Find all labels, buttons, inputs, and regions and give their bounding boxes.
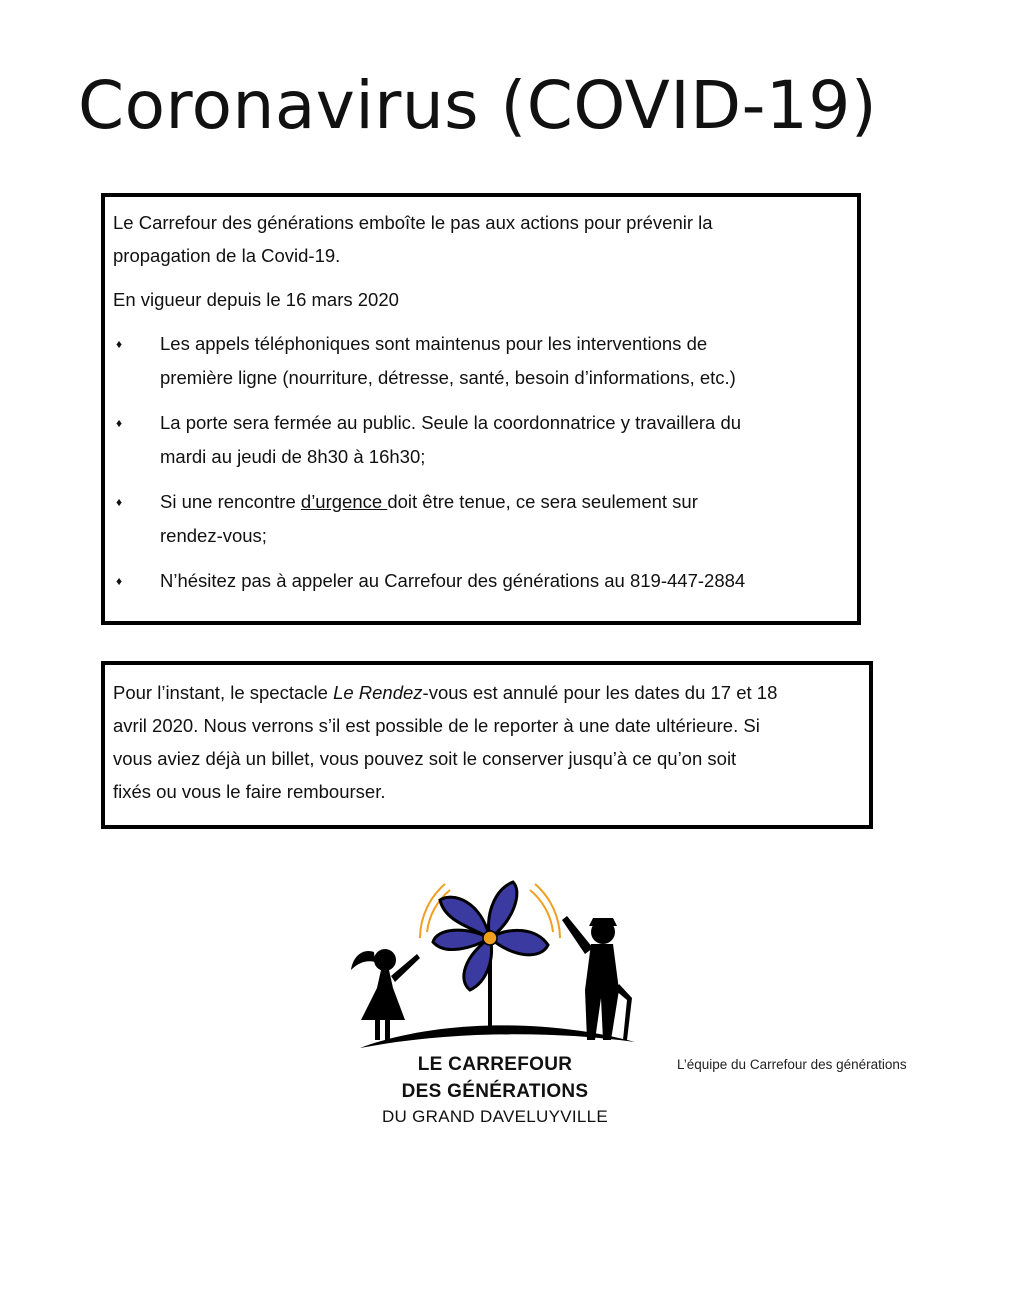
bullet-2-line-2: mardi au jeudi de 8h30 à 16h30; [160,446,426,467]
signature: L’équipe du Carrefour des générations [677,1057,907,1072]
list-item [113,327,849,395]
show-line-1-start: Pour l’instant, le spectacle [113,682,334,703]
effective-date: En vigueur depuis le 16 mars 2020 [113,289,399,310]
bullet-3-line-1-start: Si une rencontre [160,491,301,512]
diamond-bullet-icon: ♦ [116,574,123,588]
diamond-bullet-icon: ♦ [116,337,123,351]
intro-line-1: Le Carrefour des générations emboîte le pas aux actions pour prévenir la [113,212,713,233]
list-item [113,485,849,553]
bullet-3-line-2: rendez-vous; [160,525,267,546]
diamond-bullet-icon: ♦ [116,416,123,430]
logo-line-1: LE CARREFOUR [417,1054,573,1075]
logo-line-3: DU GRAND DAVELUYVILLE [381,1107,609,1126]
urgence-underlined: d’urgence [300,491,388,512]
diamond-bullet-icon: ♦ [116,495,123,509]
measures-list [113,327,849,598]
show-line-1-end: -vous est annulé pour les dates du 17 et 18 [422,682,778,703]
list-item [113,406,849,474]
show-line-1 [113,676,861,709]
list-item [113,564,849,598]
pinwheel-center [483,931,497,945]
bullet-2-line-1: La porte sera fermée au public. Seule la coordonnatrice y travaillera du [160,412,742,433]
covid-notice-box [101,193,861,625]
page-title: Coronavirus (COVID-19) [78,67,878,144]
bullet-4-line-1: N’hésitez pas à appeler au Carrefour des générations au 819-447-2884 [160,570,746,591]
show-cancellation-box [101,661,873,829]
bullet-1-line-2: première ligne (nourriture, détresse, santé, besoin d’informations, etc.) [160,367,736,388]
bullet-3-line-1-end: doit être tenue, ce sera seulement sur [387,491,698,512]
show-line-3: vous aviez déjà un billet, vous pouvez soit le conserver jusqu’à ce qu’on soit [113,748,737,769]
intro-line-2: propagation de la Covid-19. [113,245,341,266]
elderly-man-silhouette-icon [562,916,632,1040]
show-line-4: fixés ou vous le faire rembourser. [113,781,386,802]
show-line-2: avril 2020. Nous verrons s’il est possible de le reporter à une date ultérieure. Si [113,715,760,736]
girl-silhouette-icon [351,949,420,1040]
logo-line-2: DES GÉNÉRATIONS [401,1081,589,1102]
bullet-1-line-1: Les appels téléphoniques sont maintenus pour les interventions de [160,333,708,354]
show-title: Le Rendez [333,682,423,703]
